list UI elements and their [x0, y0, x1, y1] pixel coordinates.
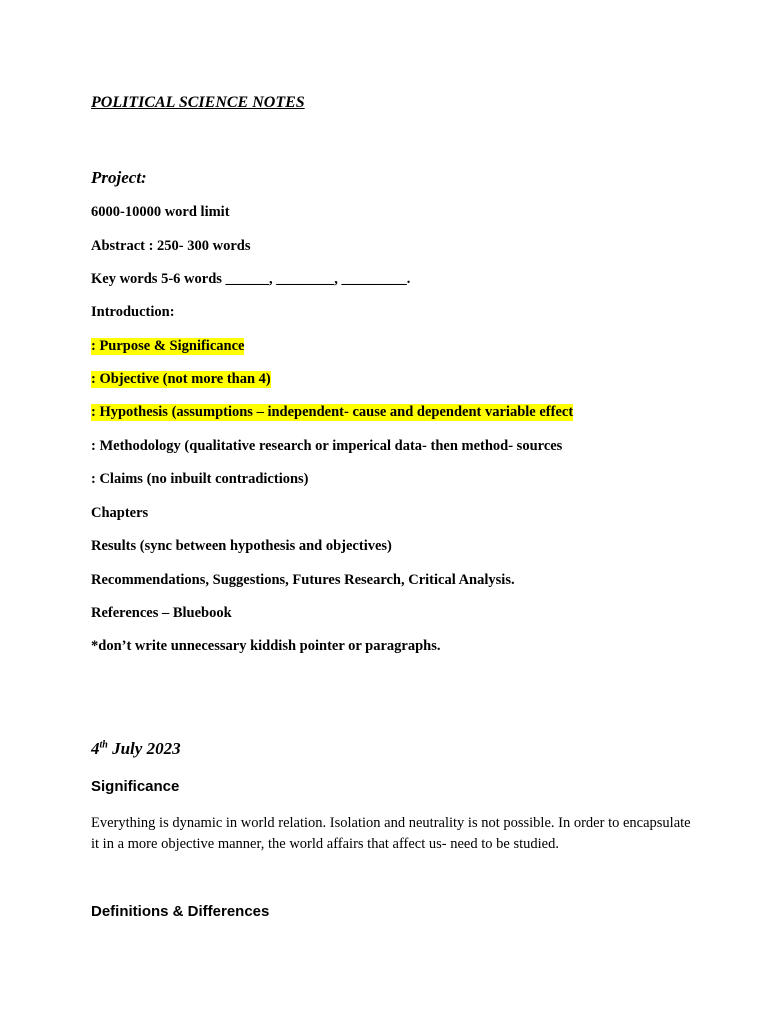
date-rest: July 2023: [107, 739, 181, 758]
claims-line: : Claims (no inbuilt contradictions): [91, 471, 309, 487]
word-limit-line: 6000-10000 word limit: [91, 204, 230, 220]
date-suffix: th: [99, 739, 108, 751]
abstract-line: Abstract : 250- 300 words: [91, 238, 251, 254]
methodology-line: : Methodology (qualitative research or imperical data- then method- sources: [91, 438, 563, 454]
recommendations-line: Recommendations, Suggestions, Futures Research, Critical Analysis.: [91, 572, 515, 588]
note-line: *don’t write unnecessary kiddish pointer or paragraphs.: [91, 638, 441, 654]
references-line: References – Bluebook: [91, 605, 232, 621]
chapters-line: Chapters: [91, 505, 149, 521]
keywords-line: Key words 5-6 words ______, ________, _________.: [91, 271, 411, 287]
document-title: POLITICAL SCIENCE NOTES: [91, 94, 305, 111]
introduction-line: Introduction:: [91, 304, 175, 320]
significance-paragraph: Everything is dynamic in world relation. Isolation and neutrality is not possible. In order to encapsulate it in a more objective manner, the world affairs that affect us- need to be studied.: [91, 815, 691, 852]
objective-highlighted-line: : Objective (not more than 4): [91, 371, 271, 387]
definitions-heading: Definitions & Differences: [91, 903, 270, 920]
date-day: 4: [91, 739, 100, 758]
purpose-highlighted-line: : Purpose & Significance: [91, 338, 245, 354]
significance-heading: Significance: [91, 778, 180, 795]
project-heading: Project:: [91, 168, 147, 187]
results-line: Results (sync between hypothesis and objectives): [91, 538, 392, 554]
date-heading: [91, 739, 181, 759]
hypothesis-highlighted-line: : Hypothesis (assumptions – independent- cause and dependent variable effect: [91, 404, 574, 420]
